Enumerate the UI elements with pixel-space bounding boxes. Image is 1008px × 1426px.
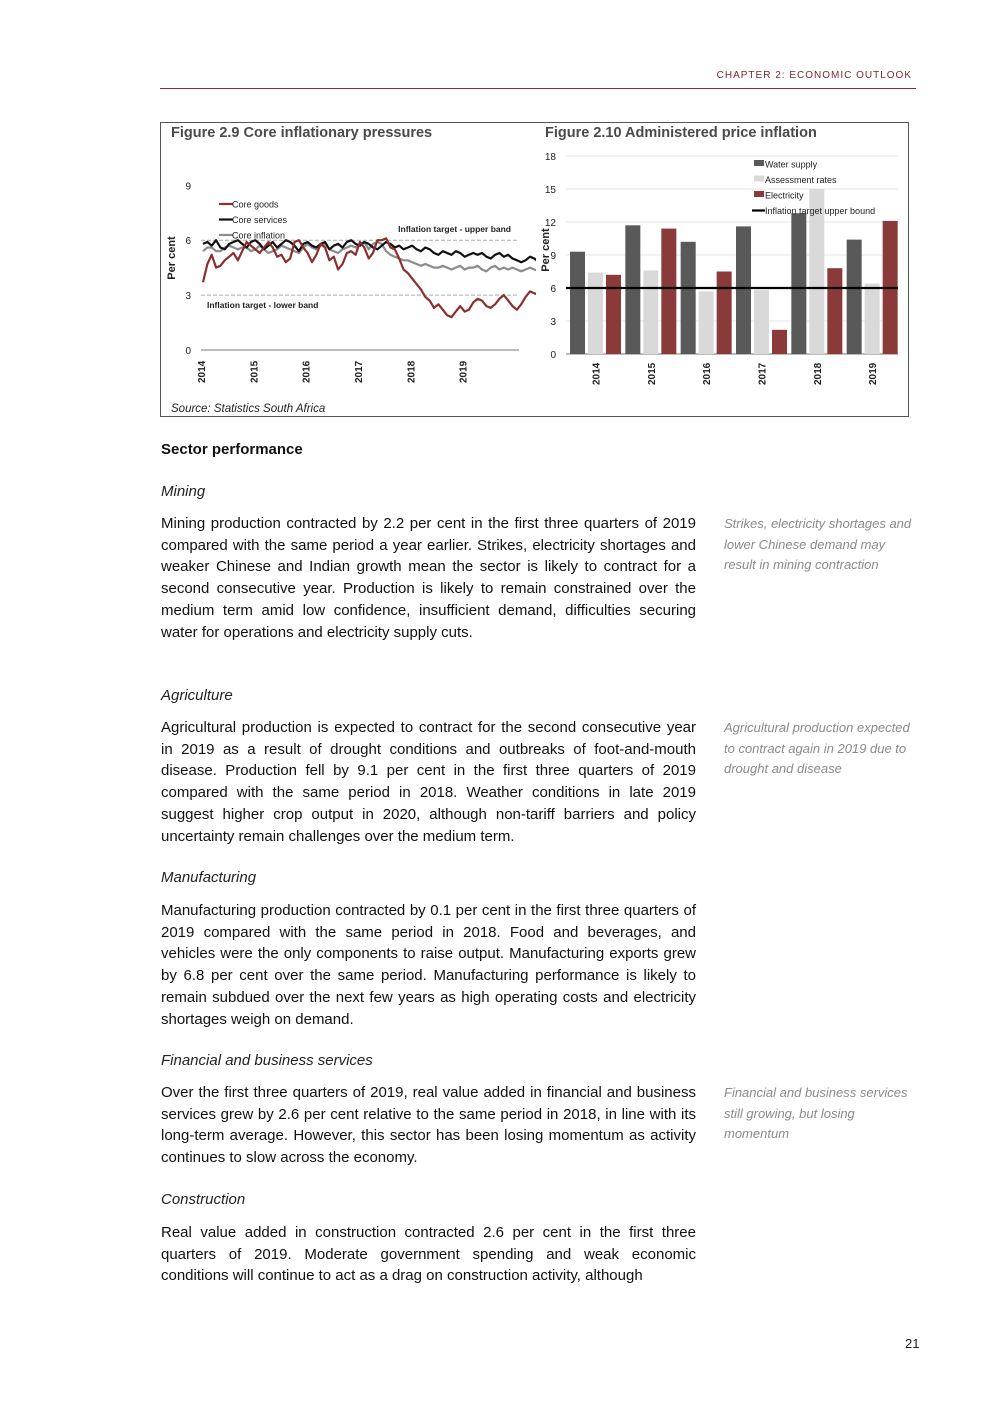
chapter-header (160, 60, 916, 89)
upper-band-label: Inflation target - upper band (398, 224, 511, 235)
bar-assessment-rates (754, 290, 769, 354)
chapter-title: CHAPTER 2: ECONOMIC OUTLOOK (716, 70, 912, 81)
agriculture-heading: Agriculture (161, 687, 233, 704)
construction-heading: Construction (161, 1191, 246, 1208)
bar-water-supply (847, 240, 862, 354)
legend-label: Water supply (765, 159, 818, 170)
manufacturing-paragraph: Manufacturing production contracted by 0.1 per cent in the first three quarters of 2019 compared with the same period in 2018. Food and beverages, and vehicles were the only components to raise output. Manufacturing exports grew by 6.8 per cent over the same period. Manufacturing performance is likely to remain subdued over the next few years as high operating costs and electricity shortages weigh on demand. (161, 902, 696, 1028)
manufacturing-heading: Manufacturing (161, 869, 257, 886)
y-tick-label: 9 (550, 251, 556, 262)
legend-swatch (754, 160, 764, 166)
y-tick-label: 9 (185, 181, 191, 193)
financial-margin-note: Financial and business services still growing, but losing momentum (724, 1085, 908, 1141)
x-tick-label: 2015 (646, 362, 658, 385)
bar-electricity (717, 272, 732, 355)
legend-swatch (754, 191, 764, 197)
bar-electricity (661, 229, 676, 354)
mining-margin-note: Strikes, electricity shortages and lower Chinese demand may result in mining contraction (724, 516, 912, 572)
bar-electricity (827, 268, 842, 354)
legend-label: Core goods (232, 199, 279, 210)
bar-assessment-rates (699, 291, 714, 354)
bar-electricity (606, 275, 621, 354)
page-number: 21 (905, 1336, 920, 1351)
core-inflation-chart (161, 145, 536, 397)
bar-water-supply (736, 226, 751, 354)
legend-label: Core services (232, 215, 288, 225)
y-tick-label: 0 (550, 350, 556, 361)
y-tick-label: 3 (550, 317, 556, 328)
legend-label: Inflation target upper bound (765, 206, 876, 216)
section-title: Sector performance (161, 441, 303, 458)
bar-assessment-rates (588, 273, 603, 354)
bar-assessment-rates (643, 270, 658, 354)
administered-price-chart (536, 145, 908, 397)
y-tick-label: 18 (544, 152, 556, 163)
x-tick-label: 2014 (591, 362, 603, 385)
figure-source: Source: Statistics South Africa (171, 403, 326, 415)
y-tick-label: 6 (185, 236, 191, 248)
bar-water-supply (625, 225, 640, 354)
legend-label: Core inflation (232, 230, 286, 241)
figure-2-9-title: Figure 2.9 Core inflationary pressures (171, 125, 433, 141)
y-tick-label: 6 (550, 284, 556, 295)
x-tick-label: 2017 (354, 360, 365, 383)
mining-heading: Mining (161, 483, 206, 500)
bar-assessment-rates (865, 284, 880, 354)
legend-label: Electricity (765, 190, 804, 201)
x-tick-label: 2018 (812, 362, 824, 385)
x-tick-label: 2019 (868, 362, 880, 385)
y-tick-label: 15 (544, 185, 556, 196)
x-tick-label: 2018 (406, 360, 418, 383)
y-axis-label: Per cent (540, 228, 552, 272)
bar-water-supply (791, 213, 806, 354)
x-tick-label: 2015 (249, 360, 261, 383)
legend-label: Assessment rates (765, 175, 837, 185)
bar-electricity (772, 330, 787, 354)
agriculture-margin-note: Agricultural production expected to contract again in 2019 due to drought and disease (724, 720, 910, 776)
x-tick-label: 2016 (301, 360, 313, 383)
lower-band-label: Inflation target - lower band (207, 300, 319, 311)
bar-water-supply (570, 252, 585, 354)
y-tick-label: 0 (185, 346, 191, 357)
y-axis-label: Per cent (166, 236, 178, 280)
y-tick-label: 12 (544, 218, 556, 229)
y-tick-label: 3 (185, 291, 191, 303)
x-tick-label: 2014 (197, 360, 208, 383)
x-tick-label: 2017 (757, 362, 769, 385)
x-tick-label: 2019 (458, 360, 470, 383)
financial-heading: Financial and business services (161, 1052, 373, 1069)
financial-paragraph: Over the first three quarters of 2019, real value added in financial and business services grew by 2.6 per cent relative to the same period in 2018, in line with its long-term average. However, this sector has been losing momentum as activity continues to slow across the economy. (161, 1084, 696, 1167)
legend-swatch (754, 176, 764, 182)
figures-box (160, 122, 909, 417)
mining-paragraph: Mining production contracted by 2.2 per cent in the first three quarters of 2019 compared with the same period a year earlier. Strikes, electricity shortages and weaker Chinese and Indian growth mean the sector is likely to contract for a second consecutive year. Production is likely to remain constrained over the medium term amid low confidence, insufficient demand, difficulties securing water for operations and electricity supply cuts. (161, 515, 696, 641)
construction-paragraph: Real value added in construction contracted 2.6 per cent in the first three quarters of 2019. Moderate government spending and weak economic conditions will continue to act as a drag on construction activity, although (161, 1224, 696, 1285)
bar-water-supply (681, 242, 696, 354)
agriculture-paragraph: Agricultural production is expected to contract for the second consecutive year in 2019 as a result of drought conditions and outbreaks of foot-and-mouth disease. Production fell by 9.1 per cent in the first three quarters of 2019 compared with the same period in 2018. Weather conditions in late 2019 suggest higher crop output in 2020, although non-tariff barriers and policy uncertainty remain challenges over the medium term. (161, 719, 696, 845)
x-tick-label: 2016 (702, 362, 714, 385)
figure-2-10-title: Figure 2.10 Administered price inflation (545, 125, 817, 141)
